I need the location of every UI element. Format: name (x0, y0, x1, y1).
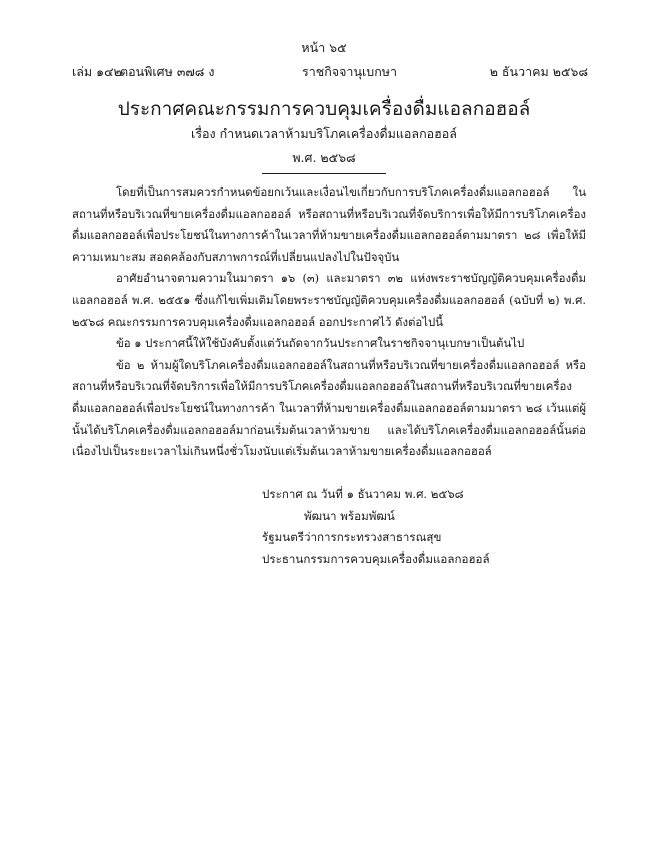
page-number: หน้า ๖๕ (301, 40, 347, 55)
announcement-date: ประกาศ ณ วันที่ ๑ ธันวาคม พ.ศ. ๒๕๖๘ (262, 487, 464, 501)
signatory-position-2: ประธานกรรมการควบคุมเครื่องดื่มแอลกอฮอล์ (262, 551, 490, 566)
signature-block (262, 484, 490, 570)
preamble-paragraph: โดยที่เป็นการสมควรกำหนดข้อยกเว้นและเงื่อนไขเกี่ยวกับการบริโภคเครื่องดื่มแอลกอฮอล์ ในสถานที่หรือบริเวณที่ขายเครื่องดื่มแอลกอฮอล์ หรือสถานที่หรือบริเวณที่จัดบริการเพื่อให้มีการบริโภคเครื่องดื่มแอลกอฮอล์เพื่อประโยชน์ในทางการค้าในเวลาที่ห้ามขายเครื่องดื่มแอลกอฮอล์ตามมาตรา ๒๘ เพื่อให้มีความเหมาะสม สอดคล้องกับสภาพการณ์ที่เปลี่ยนแปลงไปในปัจจุบัน (72, 185, 586, 264)
authority-paragraph: อาศัยอำนาจตามความในมาตรา ๑๖ (๓) และมาตรา ๓๒ แห่งพระราชบัญญัติควบคุมเครื่องดื่มแอลกอฮอล์ พ.ศ. ๒๕๕๑ ซึ่งแก้ไขเพิ่มเติมโดยพระราชบัญญัติควบคุมเครื่องดื่มแอลกอฮอล์ (ฉบับที่ ๒) พ.ศ. ๒๕๖๘ คณะกรรมการควบคุมเครื่องดื่มแอลกอฮอล์ ออกประกาศไว้ ดังต่อไปนี้ (72, 271, 586, 329)
header-gazette: ราชกิจจานุเบกษา (302, 64, 398, 79)
document-body (72, 182, 586, 463)
clause-1: ข้อ ๑ ประกาศนี้ให้ใช้บังคับตั้งแต่วันถัดจากวันประกาศในราชกิจจานุเบกษาเป็นต้นไป (116, 336, 525, 351)
clause-2: ข้อ ๒ ห้ามผู้ใดบริโภคเครื่องดื่มแอลกอฮอล์ในสถานที่หรือบริเวณที่ขายเครื่องดื่มแอลกอฮอล์ หรือสถานที่หรือบริเวณที่จัดบริการเพื่อให้มีการบริโภคเครื่องดื่มแอลกอฮอล์ในสถานที่หรือบริเวณที่ขายเครื่องดื่มแอลกอฮอล์เพื่อประโยชน์ในทางการค้า ในเวลาที่ห้ามขายเครื่องดื่มแอลกอฮอล์ตามมาตรา ๒๘ เว้นแต่ผู้นั้นได้บริโภคเครื่องดื่มแอลกอฮอล์มาก่อนเริ่มต้นเวลาห้ามขาย และได้บริโภคเครื่องดื่มแอลกอฮอล์นั้นต่อเนื่องไปเป็นระยะเวลาไม่เกินหนึ่งชั่วโมงนับแต่เริ่มต้นเวลาห้ามขายเครื่องดื่มแอลกอฮอล์ (72, 357, 586, 459)
header-section: ตอนพิเศษ ๓๗๘ ง (120, 64, 215, 79)
signatory-position-1: รัฐมนตรีว่าการกระทรวงสาธารณสุข (262, 530, 442, 545)
signatory-name: พัฒนา พร้อมพัฒน์ (304, 508, 395, 523)
title-divider (262, 173, 386, 174)
document-title: ประกาศคณะกรรมการควบคุมเครื่องดื่มแอลกอฮอล์ (117, 98, 531, 120)
document-year: พ.ศ. ๒๕๖๘ (292, 150, 356, 165)
header-volume: เล่ม ๑๔๒ (72, 64, 122, 79)
header-date: ๒ ธันวาคม ๒๕๖๘ (489, 64, 588, 79)
document-subject: เรื่อง กำหนดเวลาห้ามบริโภคเครื่องดื่มแอลกอฮอล์ (191, 126, 457, 141)
gazette-header (72, 62, 588, 80)
